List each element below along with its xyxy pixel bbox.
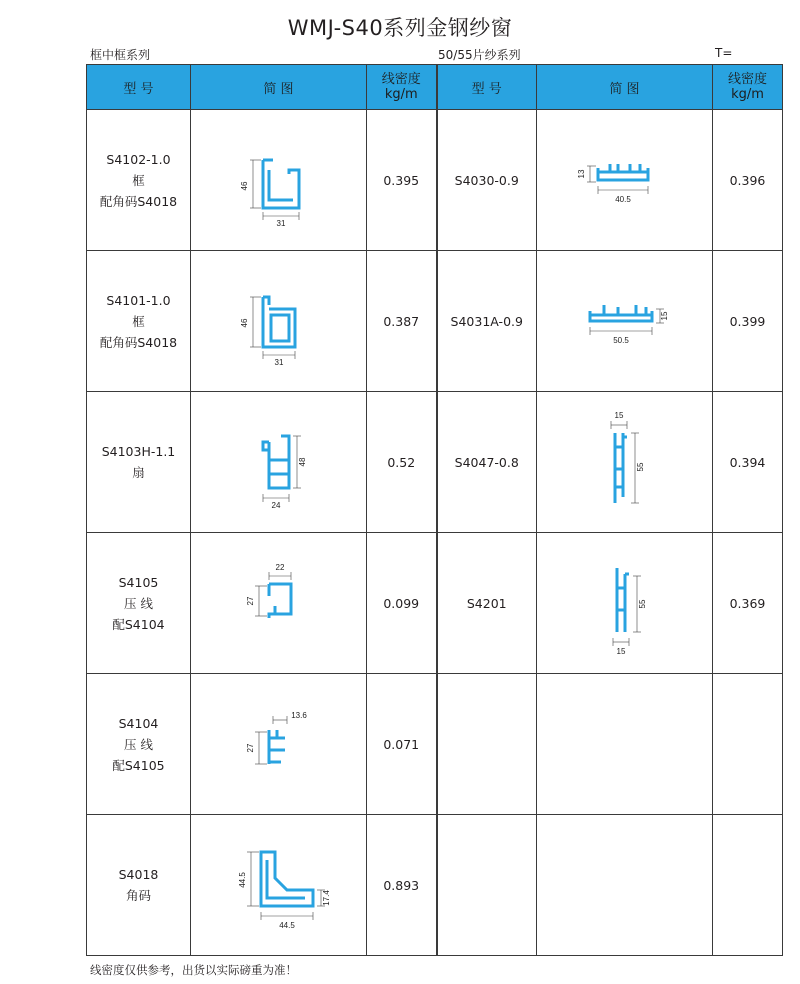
dim-width: 15 xyxy=(614,411,623,420)
density-cell: 0.369 xyxy=(713,533,783,674)
table-row xyxy=(87,674,783,815)
profile-diagram-s4018 xyxy=(219,830,339,940)
dim-height: 13 xyxy=(576,169,586,179)
density-cell: 0.399 xyxy=(713,251,783,392)
dim-width: 44.5 xyxy=(278,921,295,930)
header-density: 线密度 kg/m xyxy=(367,65,437,110)
dim-width: 50.5 xyxy=(612,336,629,345)
density-cell-empty xyxy=(713,674,783,815)
diagram-cell xyxy=(191,815,367,956)
thickness-label: T= xyxy=(715,46,733,60)
diagram-cell xyxy=(191,110,367,251)
dim-width: 40.5 xyxy=(614,195,631,204)
density-cell: 0.893 xyxy=(367,815,437,956)
model-cell: S4104 压 线 配S4105 xyxy=(87,674,191,815)
dim-height: 46 xyxy=(239,318,249,328)
profile-diagram-s4101 xyxy=(229,271,329,371)
dim-foot: 17.4 xyxy=(321,890,331,906)
profile-diagram-s4103h xyxy=(229,412,329,512)
footnote: 线密度仅供参考，出货以实际磅重为准！ xyxy=(90,963,297,977)
profile-diagram-s4047 xyxy=(575,407,675,517)
model-cell: S4031A-0.9 xyxy=(437,251,537,392)
page-title: WMJ-S40系列金钢纱窗 xyxy=(287,16,513,40)
header-diagram: 简 图 xyxy=(191,65,367,110)
density-cell-empty xyxy=(713,815,783,956)
table-row xyxy=(87,110,783,251)
table-row xyxy=(87,251,783,392)
model-cell: S4105 压 线 配S4104 xyxy=(87,533,191,674)
dim-width: 22 xyxy=(275,563,284,572)
diagram-cell xyxy=(191,533,367,674)
header-model: 型 号 xyxy=(87,65,191,110)
diagram-cell-empty xyxy=(537,815,713,956)
profile-diagram-s4031a xyxy=(570,291,680,351)
dim-height: 55 xyxy=(635,462,645,472)
density-cell: 0.099 xyxy=(367,533,437,674)
density-cell: 0.387 xyxy=(367,251,437,392)
density-cell: 0.394 xyxy=(713,392,783,533)
series-label-screen: 50/55片纱系列 xyxy=(438,48,521,62)
dim-width: 31 xyxy=(276,219,285,228)
density-cell: 0.52 xyxy=(367,392,437,533)
dim-width: 31 xyxy=(274,358,283,367)
model-cell-empty xyxy=(437,674,537,815)
model-cell-empty xyxy=(437,815,537,956)
table-row xyxy=(87,533,783,674)
dim-height: 27 xyxy=(245,743,255,753)
table-row xyxy=(87,392,783,533)
series-label-frame: 框中框系列 xyxy=(90,48,151,62)
diagram-cell xyxy=(537,533,713,674)
dim-width: 15 xyxy=(616,647,625,656)
dim-width: 13.6 xyxy=(290,711,307,720)
table-header-row xyxy=(87,65,783,110)
dim-height: 48 xyxy=(297,457,307,467)
model-cell: S4201 xyxy=(437,533,537,674)
model-cell: S4103H-1.1 扇 xyxy=(87,392,191,533)
diagram-cell xyxy=(537,251,713,392)
profile-table xyxy=(86,64,783,956)
diagram-cell xyxy=(191,392,367,533)
dim-height: 15 xyxy=(659,311,669,321)
dim-height: 27 xyxy=(245,596,255,606)
model-cell: S4030-0.9 xyxy=(437,110,537,251)
profile-diagram-s4201 xyxy=(575,548,675,658)
dim-height: 44.5 xyxy=(237,872,247,888)
diagram-cell xyxy=(191,251,367,392)
diagram-cell-empty xyxy=(537,674,713,815)
dim-height: 46 xyxy=(239,181,249,191)
model-cell: S4018 角码 xyxy=(87,815,191,956)
profile-diagram-s4102 xyxy=(229,130,329,230)
density-cell: 0.395 xyxy=(367,110,437,251)
diagram-cell xyxy=(537,110,713,251)
profile-diagram-s4105 xyxy=(229,558,329,648)
diagram-cell xyxy=(537,392,713,533)
profile-diagram-s4104 xyxy=(229,704,329,784)
dim-height: 55 xyxy=(637,599,647,609)
header-model-right: 型 号 xyxy=(437,65,537,110)
model-cell: S4102-1.0 框 配角码S4018 xyxy=(87,110,191,251)
model-cell: S4101-1.0 框 配角码S4018 xyxy=(87,251,191,392)
table-row xyxy=(87,815,783,956)
diagram-cell xyxy=(191,674,367,815)
profile-diagram-s4030 xyxy=(570,150,680,210)
header-density-right: 线密度 kg/m xyxy=(713,65,783,110)
model-cell: S4047-0.8 xyxy=(437,392,537,533)
header-diagram-right: 简 图 xyxy=(537,65,713,110)
dim-width: 24 xyxy=(271,501,280,510)
density-cell: 0.396 xyxy=(713,110,783,251)
density-cell: 0.071 xyxy=(367,674,437,815)
